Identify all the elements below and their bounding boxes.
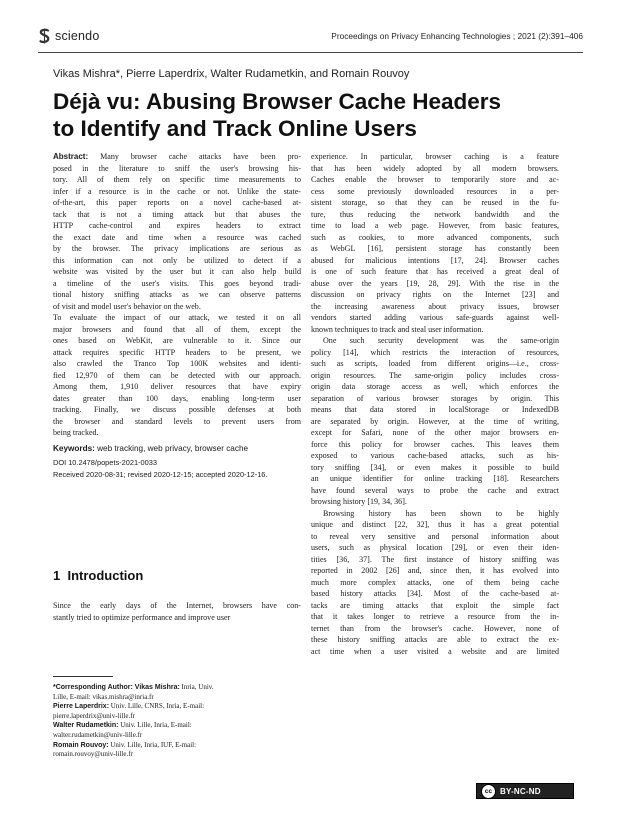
text-line: reported in 2002 [26] and, since then, it has evolved into [311,566,559,575]
footnote-author: Pierre Laperdrix: [53,703,110,711]
text-line: tracking. Finally, we discuss possible defenses at both [53,405,301,414]
text-line: To evaluate the impact of our attack, we tested it on all [53,313,301,322]
text-line: separation of various browser storages by origin. This [311,393,559,403]
footnote-line [53,721,301,731]
text-line: origin resources. The same-origin policy includes cross- [311,370,559,380]
paper-title [53,88,573,142]
text-line: being tracked. [53,428,99,437]
sciendo-logo [38,28,100,44]
text-line: ture, thus reducing the network bandwidth and the [311,209,559,219]
text-line: these history sniffing attacks are able to extract the ex- [311,635,559,644]
sciendo-logo-icon [38,28,51,44]
text-line: known techniques to track and steal user information. [311,324,484,334]
text-line: the exact date and time when a resource was cached [53,232,301,242]
license-text: BY-NC-ND [500,786,541,796]
abstract [53,151,301,439]
text-line: tory sniffing [34], or even makes it possible to build [311,462,559,472]
text-line: have found several ways to probe the cache and extract [311,485,559,495]
sciendo-logo-text: sciendo [55,29,100,43]
text-line: users, such as physical location [29], or even their iden- [311,543,559,552]
footnote-text: romain.rouvoy@univ-lille.fr [53,750,133,759]
text-line: browsing history [19, 34, 36]. [311,497,407,506]
footnote-rule [53,676,113,677]
text-line: fied 12,970 of them can be detected with our approach. [53,370,301,380]
text-line: Browsing history has been shown to be highly [323,508,559,518]
text-line: is one of such feature that has received a great deal of [311,267,559,276]
text-line: also crawled the Tranco Top 100K websites and identi- [53,359,301,368]
title-line: Déjà vu: Abusing Browser Cache Headers [53,89,502,114]
footnote-text: Univ. Lille, CNRS, Inria, E-mail: [109,702,205,711]
text-line: One such security development was the same-origin [323,336,559,345]
footnote-line [53,702,301,712]
footnote-text: Lille, E-mail: vikas.mishra@inria.fr [53,692,154,701]
text-line: are separated by origin. However, at the time of writing, [311,416,559,426]
text-line: major browsers and found that all of them, except the [53,324,301,334]
text-line: force this policy for browser caches. This leaves them [311,439,559,449]
text-line [53,151,301,163]
keywords [53,443,301,455]
footnote-author: Walter Rudametkin: [53,722,119,730]
author-list: Vikas Mishra*, Pierre Laperdrix, Walter Rudametkin, and Romain Rouvoy [53,68,410,80]
text-line: that it takes longer to retrieve a resource from the in- [311,612,559,621]
text-line: experience. In particular, browser caching is a feature [311,152,559,161]
text-line: means that data stored in localStorage or IndexedDB [311,405,559,414]
text-line: exposed to various cache-based attacks, such as his- [311,451,559,460]
keywords-text: web tracking, web privacy, browser cache [94,443,249,453]
section-number: 1 [53,568,61,583]
text-line: of visit and model user's behavior on the web. [53,301,201,311]
text-line: tional history sniffing attacks as we can observe patterns [53,290,301,299]
header-rule [38,52,583,53]
text-line: a timeline of the user's visits. This goes beyond tradi- [53,278,301,288]
text-line: discussion on privacy rights on the Internet [23] and [311,290,559,299]
creative-commons-icon: cc [481,784,496,799]
text-line: unique and distinct [22, 32], thus it has a great potential [311,520,559,529]
footnote-author: Romain Rouvoy: [53,741,109,749]
text-line: origin data storage access as well, which enforces the [311,382,559,391]
text-line: by the browser. The privacy implications are serious as [53,244,301,253]
received-dates: Received 2020-08-31; revised 2020-12-15; accepted 2020-12-16. [53,469,268,479]
footnote-text: pierre.laperdrix@univ-lille.fr [53,711,135,720]
text-line: tack that is not a timing attack but that abuses the [53,209,301,219]
footnote-text: Univ. Lille, Inria, IUF, E-mail: [108,740,197,749]
footnote-line [53,683,301,693]
text-line: act time when a user visited a website and are limited [311,646,559,656]
text-line: of-the-art, this paper reports on a novel cache-based at- [53,198,301,207]
text-line: posed in the literature to sniff the user's browsing his- [53,163,301,173]
left-column [53,151,301,480]
text-line: policy [14], which restricts the interaction of resources, [311,347,559,357]
text-line: tities [36, 37]. The first instance of history sniffing was [311,554,559,564]
footnote-line [53,750,301,760]
footnote-line [53,731,301,741]
text-line: ones based on WebKit, are vulnerable to it. Since our [53,336,301,345]
text-line: this information can not only be utilized to detect if a [53,255,301,265]
page-header [38,28,583,48]
text-line: Since the early days of the Internet, browsers have con- [53,601,301,610]
text-line: the browser and standard levels to prevent users from [53,416,301,426]
keywords-label: Keywords: [53,443,95,453]
text-line: website was visited by the user but it can also help build [53,267,301,276]
abstract-text: Many browser cache attacks have been pro- [88,152,301,161]
text-line: to reveal very sensitive and personal information about [311,531,559,541]
text-line: such as cookies, to more advanced components, such [311,232,559,242]
text-line: abuse over the years [19, 28, 29]. With the rise in the [311,278,559,288]
author-footnotes [53,683,301,760]
text-line: the increasing awareness about privacy issues, browser [311,301,559,311]
text-line: that has been widely adopted by all modern browsers. [311,163,559,173]
text-line: except for Safari, none of the other major browsers en- [311,428,559,437]
journal-citation: Proceedings on Privacy Enhancing Technologies ; 2021 (2):391–406 [331,31,583,41]
text-line: cess some previously downloaded resources in a per- [311,186,559,196]
text-line: as WebGL [16], persistent storage has constantly been [311,244,559,253]
text-line: attack requires specific HTTP headers to be present, we [53,347,301,357]
text-line: sistent storage, so that they can be reused in the fu- [311,198,559,207]
doi: DOI 10.2478/popets-2021-0033 [53,458,157,467]
text-line: much more complex attacks, one of them being cache [311,577,559,587]
footnote-line [53,693,301,703]
text-line: Caches enable the browser to temporarily store and ac- [311,175,559,184]
text-line: ternet than from the browser's cache. However, none of [311,623,559,633]
text-line: stantly tried to optimize performance and improve user [53,612,231,622]
footnote-line [53,712,301,722]
footnote-text: walter.rudametkin@univ-lille.fr [53,730,143,739]
text-line: based history attacks [34]. Most of the cache-based at- [311,589,559,598]
text-line: Among them, 1,910 deliver resources that have expiry [53,382,301,391]
text-line: abused for malicious intentions [17, 24]. Browser caches [311,255,559,265]
right-column [311,151,559,657]
text-line: dates greater than 100 days, enabling long-term user [53,393,301,403]
text-line: time to load a web page. However, from basic features, [311,221,559,230]
text-line: infer if a resource is in the cache or not. Unlike the state- [53,186,301,196]
intro-paragraph [53,600,301,623]
footnote-text: Univ. Lille, Inria, E-mail: [118,721,192,730]
text-line: such as scripts, loaded from different origins—i.e., cross- [311,359,559,368]
text-line: an unique identifier for online tracking [18]. Researchers [311,474,559,483]
cc-license-badge[interactable] [476,783,574,799]
text-line: tory. All of them rely on specific time measurements to [53,175,301,184]
abstract-label: Abstract: [53,152,89,161]
footnote-text: Inria, Univ. [179,683,214,691]
footnote-author: *Corresponding Author: Vikas Mishra: [53,684,180,691]
text-line: tacks are timing attacks that exploit the simple fact [311,600,559,610]
footnote-line [53,741,301,751]
section-title: Introduction [67,568,144,583]
text-line: HTTP cache-control and expires headers to extract [53,221,301,230]
section-heading [53,568,143,583]
text-line: vendors started adding various safe-guards against well- [311,313,559,322]
title-line: to Identify and Track Online Users [53,116,417,141]
